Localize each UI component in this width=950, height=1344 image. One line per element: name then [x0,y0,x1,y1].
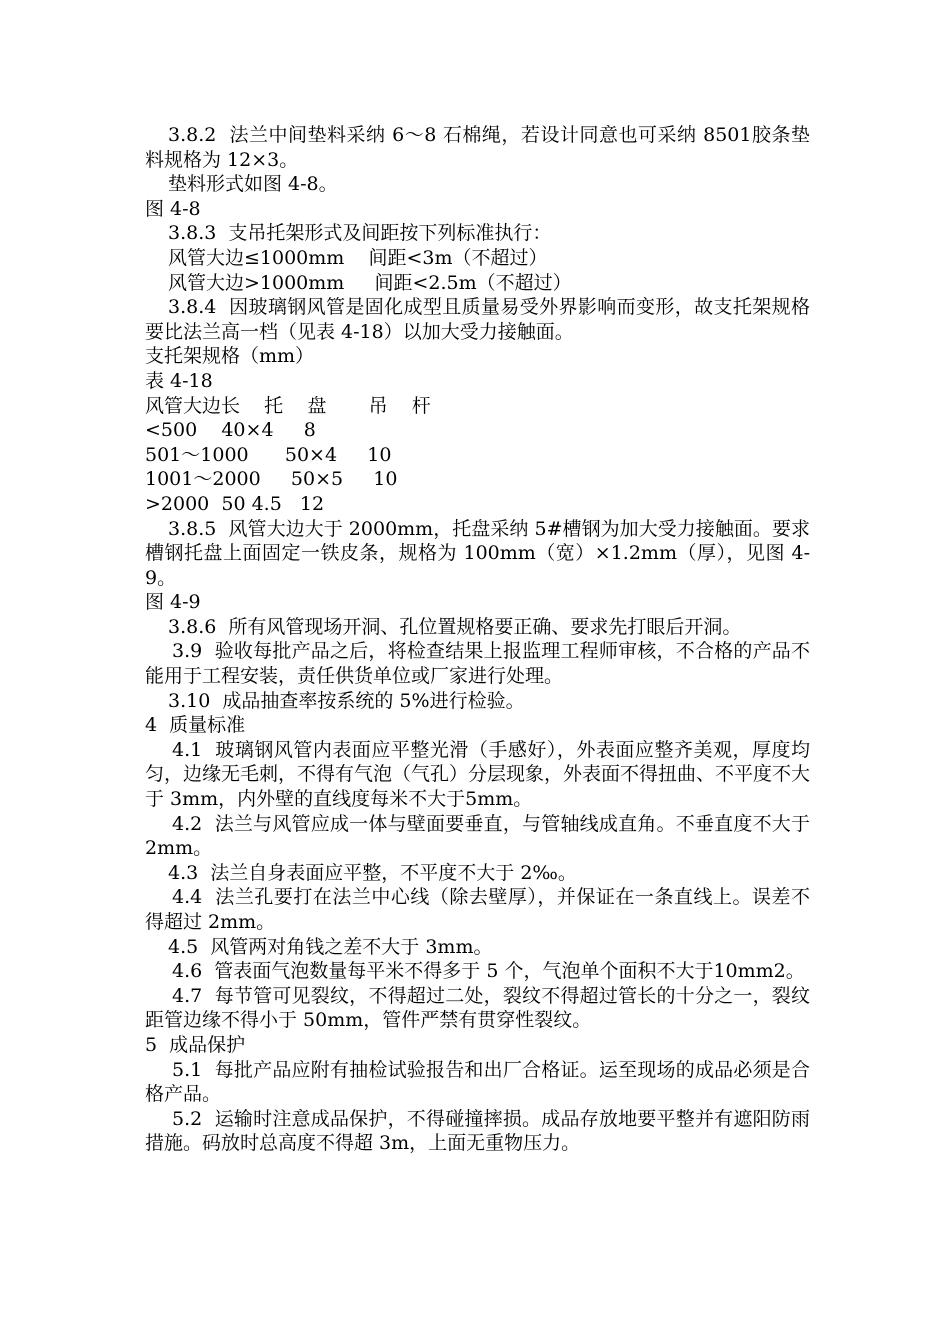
table-number-4-18: 表 4-18 [145,369,213,392]
para-4-1: 4.1 玻璃钢风管内表面应平整光滑（手感好），外表面应整齐美观，厚度均匀，边缘无毛刺，不得有气泡（气孔）分层现象，外表面不得扭曲、不平度不大于 3mm，内外壁的直线度每米不大于5mm。 [145,738,811,811]
para-3-8-5: 3.8.5 风管大边大于 2000mm，托盘采纳 5#槽钢为加大受力接触面。要求槽钢托盘上面固定一铁皮条，规格为 100mm（宽）×1.2mm（厚），见图 4-9。 [145,517,810,589]
section-heading-5: 5 成品保护 [145,1033,246,1056]
table-row: <500 40×4 8 [145,419,316,442]
table-row: 501～1000 50×4 10 [145,443,392,466]
para-5-1: 5.1 每批产品应附有抽检试验报告和出厂合格证。运至现场的成品必须是合格产品。 [145,1058,810,1106]
spacing-rule-2: 风管大边>1000mm 间距<2.5m（不超过） [168,271,572,294]
section-heading-4: 4 质量标准 [145,714,246,737]
para-3-9: 3.9 验收每批产品之后，将检查结果上报监理工程师审核，不合格的产品不能用于工程安装，责任供货单位或厂家进行处理。 [145,640,810,688]
document-body [145,123,817,1156]
spacing-rule-1: 风管大边≤1000mm 间距<3m（不超过） [168,246,548,269]
para-4-3: 4.3 法兰自身表面应平整，不平度不大于 2‰。 [168,861,577,884]
para-3-8-3: 3.8.3 支吊托架形式及间距按下列标准执行： [168,222,552,245]
para-4-5: 4.5 风管两对角钱之差不大于 3mm。 [168,935,493,958]
para-3-8-2: 3.8.2 法兰中间垫料采纳 6～8 石棉绳，若设计同意也可采纳 8501胶条垫料规格为 12×3。 [145,124,810,171]
para-3-10: 3.10 成品抽查率按系统的 5%进行检验。 [168,689,525,712]
para-gasket-form: 垫料形式如图 4-8。 [168,173,338,196]
para-3-8-6: 3.8.6 所有风管现场开洞、孔位置规格要正确、要求先打眼后开洞。 [168,615,742,638]
para-5-2: 5.2 运输时注意成品保护，不得碰撞摔损。成品存放地要平整并有遮阳防雨措施。码放时总高度不得超 3m，上面无重物压力。 [145,1107,810,1155]
table-row: 1001～2000 50×5 10 [145,468,398,491]
para-4-7: 4.7 每节管可见裂纹，不得超过二处，裂纹不得超过管长的十分之一，裂纹距管边缘不得小于 50mm，管件严禁有贯穿性裂纹。 [145,984,810,1032]
table-title: 支托架规格（mm） [145,345,315,368]
para-4-2: 4.2 法兰与风管应成一体与壁面要垂直，与管轴线成直角。不垂直度不大于 2mm。 [145,812,817,860]
para-4-6: 4.6 管表面气泡数量每平米不得多于 5 个，气泡单个面积不大于10mm2。 [172,960,805,983]
table-header-row: 风管大边长 托 盘 吊 杆 [145,394,431,417]
figure-caption-4-8: 图 4-8 [145,197,201,220]
para-3-8-4: 3.8.4 因玻璃钢风管是固化成型且质量易受外界影响而变形，故支托架规格要比法兰高一档（见表 4-18）以加大受力接触面。 [145,296,810,343]
table-row: >2000 50 4.5 12 [145,492,325,515]
figure-caption-4-9: 图 4-9 [145,591,201,614]
para-4-4: 4.4 法兰孔要打在法兰中心线（除去壁厚），并保证在一条直线上。误差不得超过 2mm。 [145,886,810,933]
